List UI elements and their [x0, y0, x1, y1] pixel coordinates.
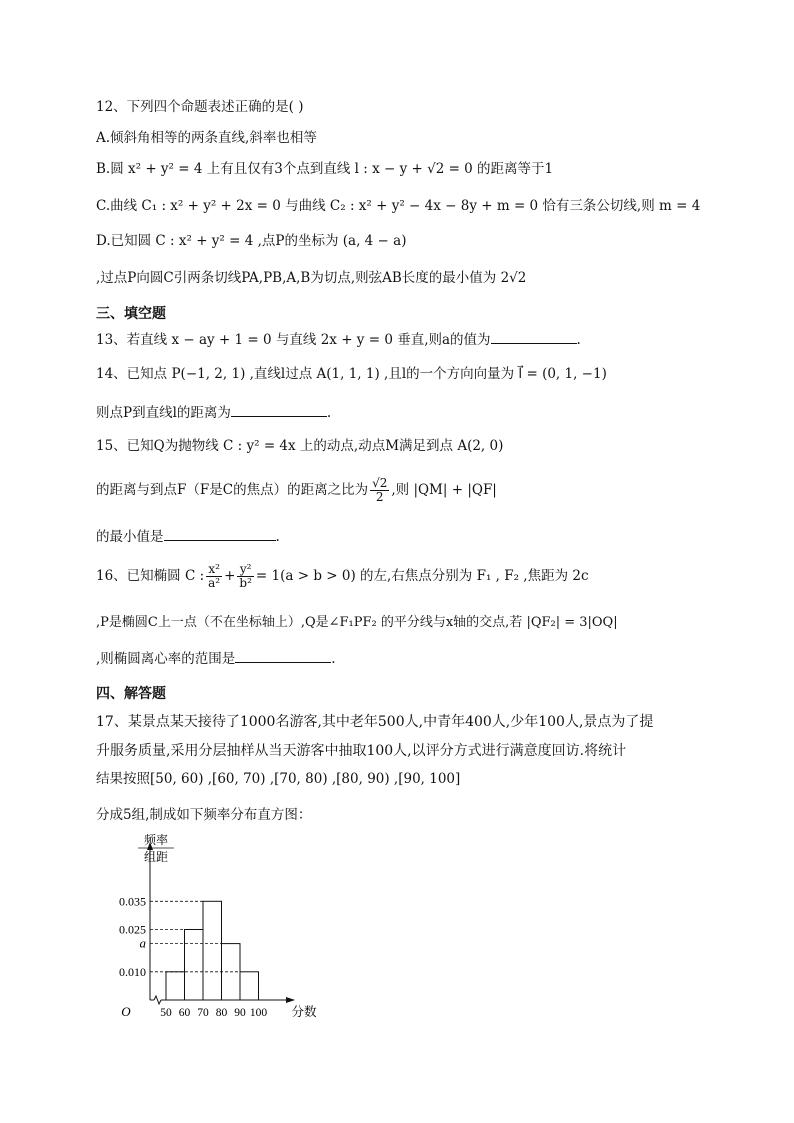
q16	[96, 556, 589, 596]
section-fill-in-title: 三、填空题	[96, 306, 166, 322]
x-axis-label: 分数	[291, 1005, 317, 1019]
q16-cont: ,P是椭圆C上一点（不在坐标轴上）,Q是∠F₁PF₂ 的平分线与x轴的交点,若 |QF₂| = 3|OQ|	[96, 615, 618, 630]
q15: 15、已知Q为抛物线 C : y² = 4x 上的动点,动点M满足到点 A(2, 0)	[96, 438, 504, 454]
q16-cont2	[96, 648, 336, 669]
x-tick-label: 70	[197, 1007, 209, 1019]
q15-cont2	[96, 526, 280, 547]
histogram-bar	[240, 972, 259, 1000]
q12-option-d-cont: ,过点P向圆C引两条切线PA,PB,A,B为切点,则弦AB长度的最小值为 2√2	[96, 270, 527, 286]
y-tick-label: 0.010	[119, 964, 146, 979]
x-tick-label: 80	[215, 1007, 228, 1019]
q13-text: 13、若直线 x − ay + 1 = 0 与直线 2x + y = 0 垂直,则a的值为	[96, 332, 491, 348]
q16-fraction-x	[206, 563, 222, 590]
q12-stem: 12、下列四个命题表述正确的是( )	[96, 99, 304, 115]
q16-fraction-x-den: a²	[208, 576, 221, 590]
origin-label: O	[121, 1004, 131, 1019]
x-axis-break	[154, 996, 161, 1004]
q17-line2: 升服务质量,采用分层抽样从当天游客中抽取100人,以评分方式进行满意度回访.将统计	[96, 743, 627, 759]
y-axis-label-top: 频率	[143, 833, 169, 847]
q12-option-d: D.已知圆 C : x² + y² = 4 ,点P的坐标为 (a, 4 − a)	[96, 233, 407, 249]
x-tick-label: 100	[249, 1007, 268, 1019]
section-answer-title: 四、解答题	[96, 686, 166, 702]
q16-end: .	[331, 651, 336, 667]
q14-cont-text: 则点P到直线l的距离为	[96, 405, 231, 421]
q16-blank	[235, 648, 331, 663]
q16-fraction-y-num: y²	[237, 563, 254, 577]
x-tick-label: 90	[234, 1007, 246, 1019]
q15-end: .	[275, 529, 280, 545]
q15-ratio-fraction	[370, 477, 389, 504]
y-tick-label: 0.025	[119, 922, 146, 937]
histogram-bar	[166, 972, 185, 1000]
q15-fraction-denominator: 2	[375, 490, 384, 504]
x-tick-label: 60	[178, 1007, 191, 1019]
q15-cont2-text: 的最小值是	[96, 529, 164, 545]
y-tick-label: a	[139, 935, 146, 951]
q12-option-c: C.曲线 C₁ : x² + y² + 2x = 0 与曲线 C₂ : x² + y² − 4x − 8y + m = 0 恰有三条公切线,则 m = 4	[96, 198, 701, 214]
histogram-bar	[203, 901, 222, 1000]
q16-post: = 1(a > b > 0) 的左,右焦点分别为 F₁ , F₂ ,焦距为 2c	[255, 568, 589, 584]
q17-line3: 结果按照[50, 60) ,[60, 70) ,[70, 80) ,[80, 90) ,[90, 100]	[96, 771, 461, 787]
q16-fraction-y-den: b²	[239, 576, 252, 590]
q17-line1: 17、某景点某天接待了1000名游客,其中老年500人,中青年400人,少年100人,景点为了提	[96, 714, 654, 730]
y-tick-label: 0.035	[119, 894, 146, 909]
q16-pre: 16、已知椭圆 C :	[96, 568, 205, 584]
q16-fraction-x-num: x²	[206, 563, 222, 577]
q12-option-a: A.倾斜角相等的两条直线,斜率也相等	[96, 130, 317, 146]
q14-blank	[231, 402, 327, 417]
q15-fraction-numerator: √2	[372, 476, 388, 490]
frequency-histogram	[88, 830, 328, 1030]
q15-cont	[96, 470, 497, 510]
q15-cont-pre: 的距离与到点F（F是C的焦点）的距离之比为	[96, 482, 369, 498]
q17-line4: 分成5组,制成如下频率分布直方图：	[96, 807, 312, 823]
x-tick-label: 50	[160, 1007, 172, 1019]
q16-cont2-text: ,则椭圆离心率的范围是	[96, 651, 236, 667]
q13	[96, 329, 581, 350]
histogram-bar	[185, 930, 204, 1001]
q15-blank	[164, 526, 276, 541]
q16-fraction-y	[237, 563, 254, 590]
q14: 14、已知点 P(−1, 2, 1) ,直线l过点 A(1, 1, 1) ,且l的一个方向向量为 l⃗ = (0, 1, −1)	[96, 366, 607, 382]
q16-plus: +	[224, 568, 236, 584]
y-axis-label-bottom: 组距	[143, 850, 169, 864]
q15-cont-post: ,则 |QM| + |QF|	[391, 482, 497, 498]
q12-option-b: B.圆 x² + y² = 4 上有且仅有3个点到直线 l : x − y + √2 = 0 的距离等于1	[96, 161, 554, 177]
q13-end: .	[576, 332, 581, 348]
q14-cont	[96, 402, 331, 423]
q13-blank	[491, 329, 577, 344]
x-axis-arrow	[286, 997, 295, 1003]
q14-end: .	[326, 405, 332, 421]
